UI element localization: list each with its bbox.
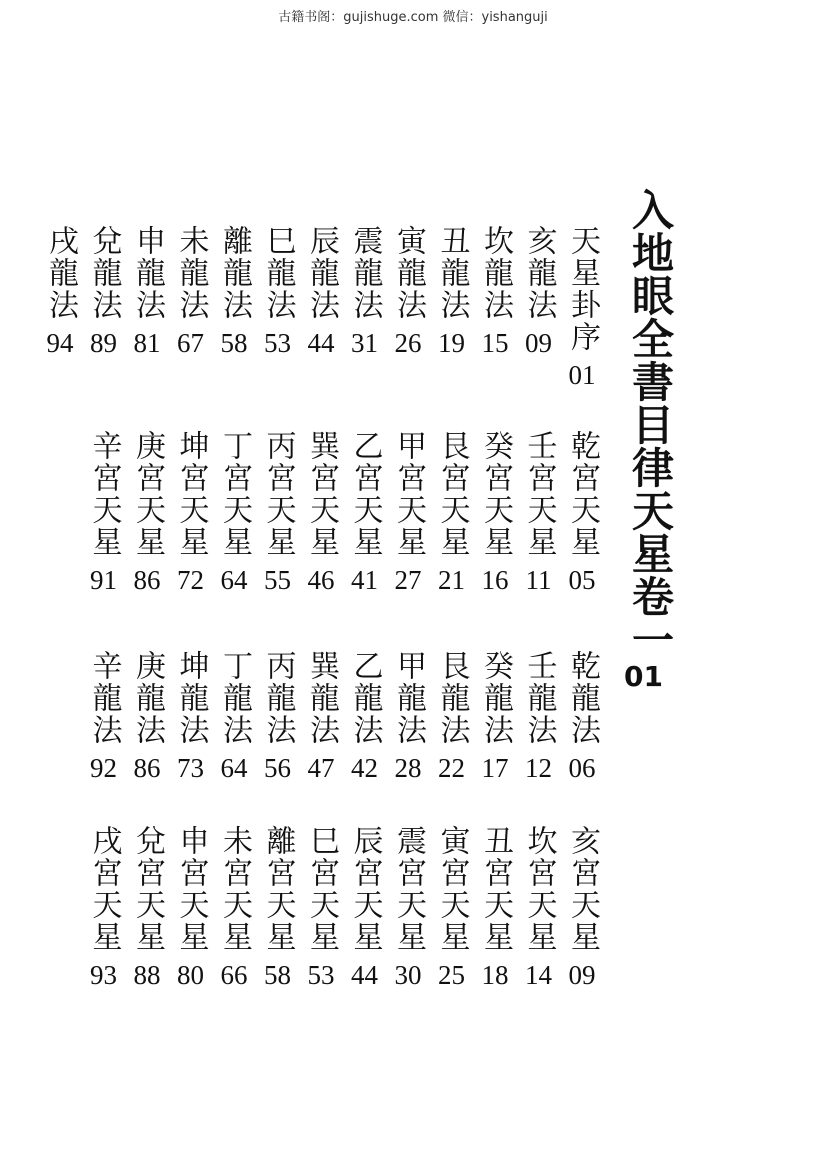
page-number: 01 [624,660,663,693]
toc-entry-page: 56 [264,753,291,783]
toc-entry-page: 21 [438,565,465,595]
toc-entry-title: 庚宮天星 [130,430,165,558]
toc-entry [82,825,126,991]
toc-entry-page: 64 [220,565,248,595]
toc-entry-page: 73 [177,753,204,783]
toc-entry-title: 丁龍法 [217,650,252,746]
toc-entry-page: 05 [568,565,596,595]
toc-entry-title: 巽龍法 [304,650,339,746]
toc-entry-title: 戌龍法 [43,225,78,321]
toc-entry-title: 離龍法 [217,225,252,321]
toc-entry-title: 壬宮天星 [521,430,557,558]
toc-entry [517,825,561,991]
toc-entry-page: 31 [351,328,378,358]
toc-entry [386,650,430,784]
toc-entry [386,225,430,359]
toc-entry [560,650,604,784]
toc-entry [125,225,169,359]
toc-entry-title: 甲宮天星 [391,430,426,558]
toc-entry [473,430,517,596]
toc-entry-title: 兌龍法 [86,225,122,321]
toc-entry [125,825,169,991]
toc-entry-title: 天星卦序 [565,225,600,353]
toc-entry [82,430,126,596]
toc-entry-title: 乙宮天星 [347,430,383,558]
toc-entry-page: 66 [220,960,248,990]
toc-entry-page: 91 [90,565,117,595]
toc-entry [169,225,213,359]
toc-entry-page: 18 [481,960,509,990]
toc-entry-title: 癸宮天星 [478,430,513,558]
toc-entry-page: 14 [525,960,552,990]
toc-entry [473,225,517,359]
toc-entry-title: 丁宮天星 [217,430,252,558]
toc-entry [560,430,604,596]
toc-entry [473,825,517,991]
toc-entry [299,650,343,784]
page-title: 入地眼全書目律天星卷一 [626,188,675,661]
toc-entry-title: 丑龍法 [434,225,470,321]
toc-entry-page: 26 [394,328,422,358]
toc-entry-page: 27 [394,565,422,595]
toc-entry-page: 41 [351,565,378,595]
toc-entry [473,650,517,784]
toc-entry [430,650,474,784]
toc-entry-page: 47 [307,753,335,783]
toc-entry [82,225,126,359]
toc-entry [299,430,343,596]
toc-entry-page: 22 [438,753,465,783]
toc-entry-page: 46 [307,565,335,595]
toc-entry-page: 42 [351,753,378,783]
toc-entry [125,650,169,784]
toc-entry-title: 丑宮天星 [478,825,513,953]
toc-entry-page: 86 [133,565,161,595]
toc-entry [212,650,256,784]
toc-entry [256,430,300,596]
toc-entry-page: 88 [133,960,161,990]
toc-entry-page: 93 [90,960,117,990]
toc-entry-title: 癸龍法 [478,650,513,746]
toc-entry-title: 丙宮天星 [260,430,296,558]
toc-entry-title: 甲龍法 [391,650,426,746]
toc-entry-title: 寅宮天星 [434,825,470,953]
toc-entry [169,650,213,784]
toc-entry [343,650,387,784]
toc-entry-page: 44 [351,960,378,990]
toc-entry [212,225,256,359]
toc-entry-page: 58 [264,960,291,990]
watermark-text: 古籍书阁：gujishuge.com 微信：yishanguji [278,10,548,25]
toc-entry-page: 58 [220,328,248,358]
toc-entry-title: 寅龍法 [391,225,426,321]
toc-entry [212,430,256,596]
toc-entry [38,225,82,359]
toc-entry-page: 15 [481,328,509,358]
toc-entry-page: 25 [438,960,465,990]
toc-entry-page: 12 [525,753,552,783]
toc-entry-page: 28 [394,753,422,783]
toc-entry-title: 坤宮天星 [173,430,209,558]
toc-entry [517,430,561,596]
toc-entry-title: 巳宮天星 [304,825,339,953]
toc-entry [125,430,169,596]
toc-entry-page: 30 [394,960,422,990]
toc-entry-page: 11 [525,565,552,595]
toc-entry [299,225,343,359]
toc-entry-page: 44 [307,328,335,358]
toc-entry-page: 94 [46,328,74,358]
toc-entry-page: 17 [481,753,509,783]
toc-entry-title: 震龍法 [347,225,383,321]
toc-entry [256,825,300,991]
toc-entry-title: 乾宮天星 [565,430,600,558]
toc-entry [430,825,474,991]
toc-entry [386,825,430,991]
toc-entry-title: 坤龍法 [173,650,209,746]
toc-entry [430,225,474,359]
toc-entry [256,225,300,359]
toc-entry-title: 坎龍法 [478,225,513,321]
toc-entry-title: 辰宮天星 [347,825,383,953]
toc-entry-page: 81 [133,328,161,358]
toc-entry-page: 92 [90,753,117,783]
toc-entry [343,225,387,359]
toc-entry-page: 64 [220,753,248,783]
toc-entry-page: 16 [481,565,509,595]
toc-entry-title: 亥龍法 [521,225,557,321]
toc-entry-title: 申宮天星 [173,825,209,953]
toc-entry-title: 離宮天星 [260,825,296,953]
toc-entry-title: 未龍法 [173,225,209,321]
toc-entry [386,430,430,596]
toc-entry-title: 庚龍法 [130,650,165,746]
toc-entry [560,825,604,991]
toc-entry [343,430,387,596]
toc-entry-title: 戌宮天星 [86,825,122,953]
toc-entry-page: 89 [90,328,117,358]
toc-entry [430,430,474,596]
toc-entry-title: 坎宮天星 [521,825,557,953]
toc-entry-title: 未宮天星 [217,825,252,953]
toc-entry-title: 艮宮天星 [434,430,470,558]
toc-entry [299,825,343,991]
toc-entry [82,650,126,784]
toc-entry-title: 乾龍法 [565,650,600,746]
toc-entry-title: 辛龍法 [86,650,122,746]
toc-entry [212,825,256,991]
toc-entry-page: 53 [307,960,335,990]
toc-entry-title: 震宮天星 [391,825,426,953]
toc-entry-page: 86 [133,753,161,783]
toc-entry-title: 兌宮天星 [130,825,165,953]
toc-entry [169,825,213,991]
toc-entry-page: 80 [177,960,204,990]
toc-entry-title: 辛宮天星 [86,430,122,558]
toc-entry-page: 01 [568,360,596,390]
toc-entry [560,225,604,391]
toc-entry-page: 09 [568,960,596,990]
toc-entry [256,650,300,784]
toc-entry-page: 06 [568,753,596,783]
toc-entry-page: 67 [177,328,204,358]
toc-entry [169,430,213,596]
toc-entry-title: 壬龍法 [521,650,557,746]
toc-entry [517,650,561,784]
toc-entry-title: 巳龍法 [260,225,296,321]
toc-entry-page: 72 [177,565,204,595]
toc-entry [343,825,387,991]
toc-entry-title: 丙龍法 [260,650,296,746]
toc-entry [517,225,561,359]
toc-entry-title: 辰龍法 [304,225,339,321]
toc-entry-title: 乙龍法 [347,650,383,746]
toc-entry-title: 巽宮天星 [304,430,339,558]
toc-entry-page: 55 [264,565,291,595]
toc-entry-page: 19 [438,328,465,358]
toc-entry-title: 艮龍法 [434,650,470,746]
toc-entry-title: 亥宮天星 [565,825,600,953]
toc-entry-page: 09 [525,328,552,358]
toc-entry-title: 申龍法 [130,225,165,321]
toc-entry-page: 53 [264,328,291,358]
